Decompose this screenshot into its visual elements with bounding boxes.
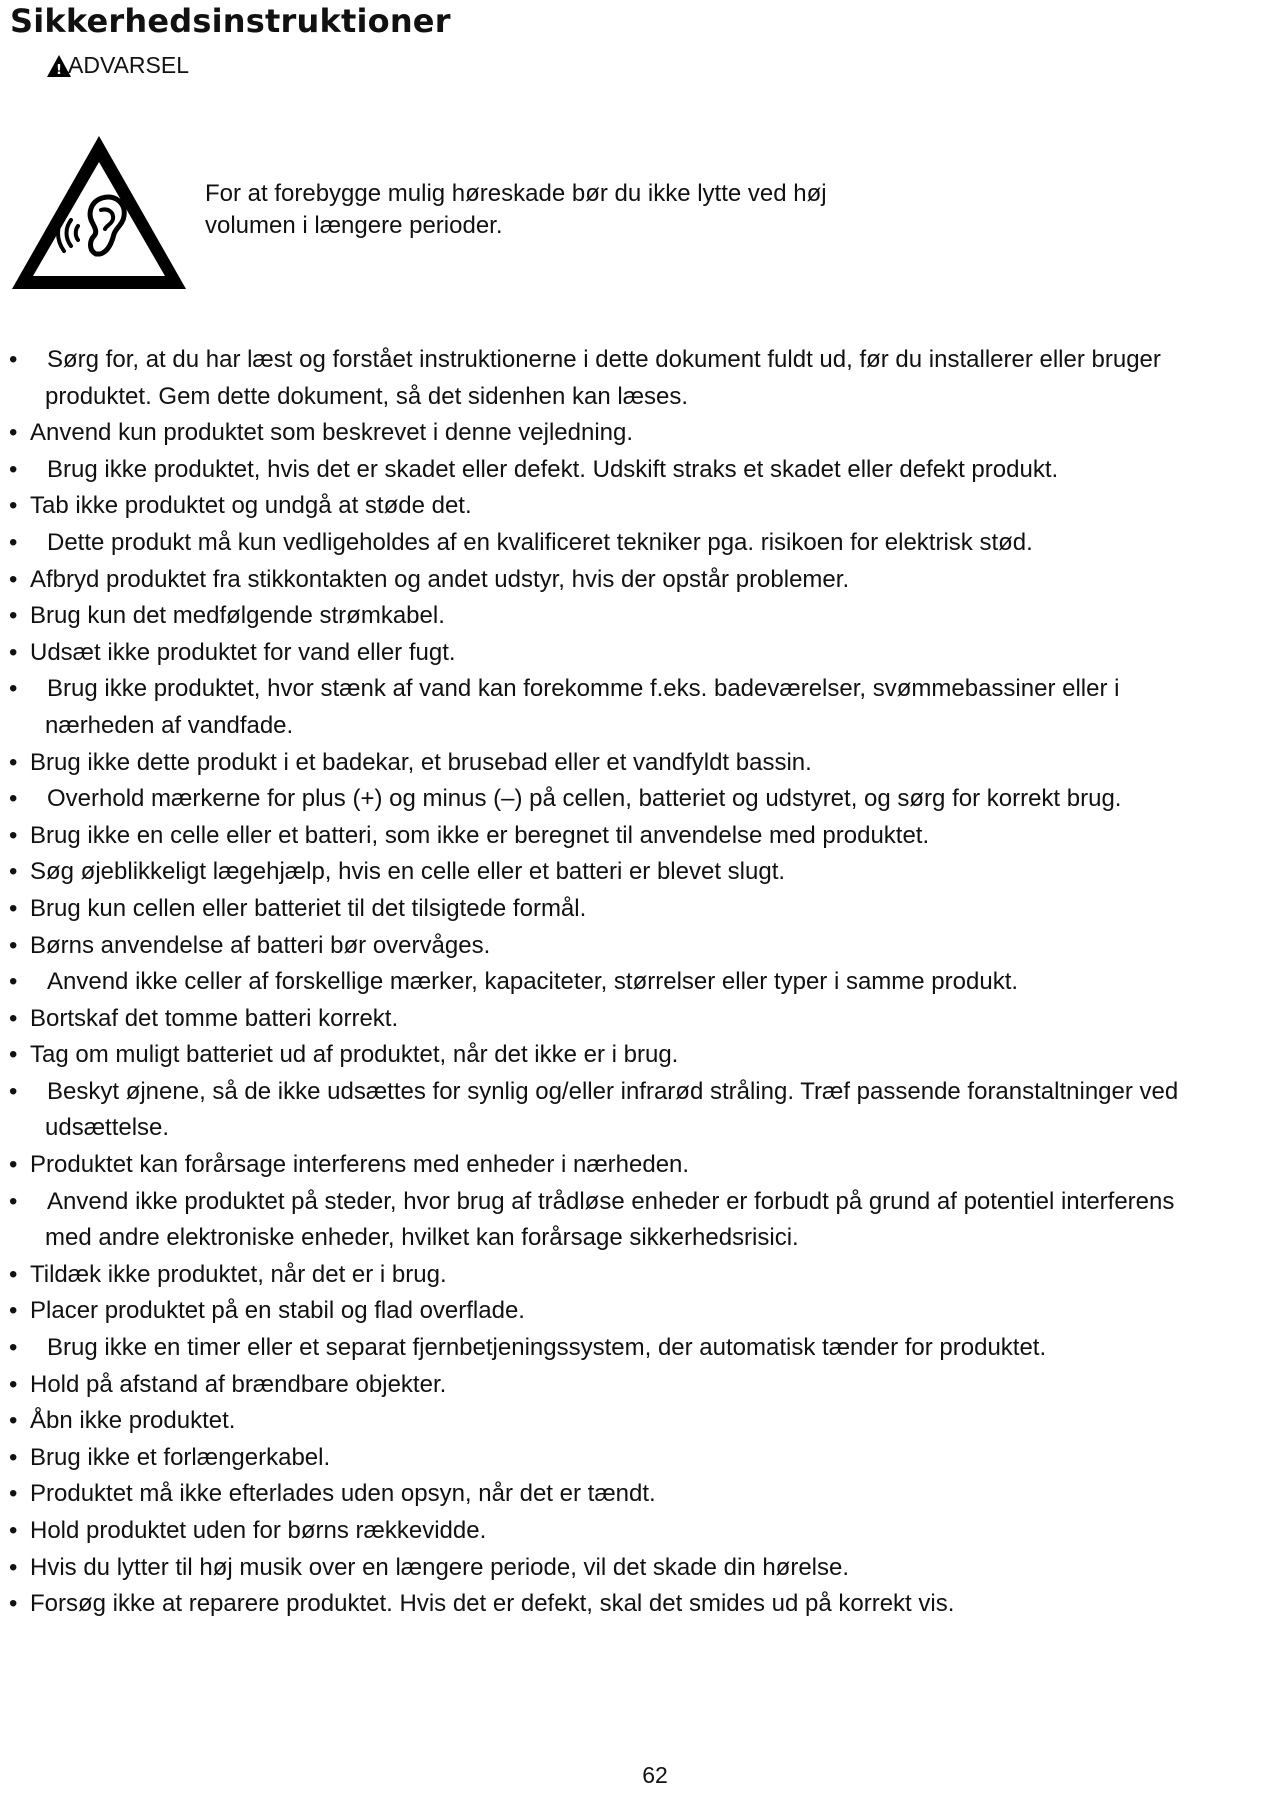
instruction-text: Børns anvendelse af batteri bør overvåges.	[30, 931, 491, 959]
instruction-text: Tab ikke produktet og undgå at støde det.	[30, 492, 472, 520]
hazard-notice	[205, 178, 925, 242]
instruction-text: Produktet må ikke efterlades uden opsyn, når det er tændt.	[30, 1480, 656, 1508]
instruction-text: Overhold mærkerne for plus (+) og minus (–) på cellen, batteriet og udstyret, og sørg for korrekt brug.	[47, 785, 1122, 813]
instruction-item	[0, 928, 1277, 965]
instruction-text-continued: udsættelse.	[45, 1114, 170, 1142]
instruction-text: Anvend ikke produktet på steder, hvor brug af trådløse enheder er forbudt på grund af potentiel interferens	[47, 1187, 1175, 1215]
instruction-text: Brug ikke en timer eller et separat fjernbetjeningssystem, der automatisk tænder for produktet.	[47, 1334, 1047, 1362]
instruction-item	[0, 342, 1277, 415]
instruction-text: Tildæk ikke produktet, når det er i brug.	[30, 1260, 447, 1288]
hazard-notice-line: volumen i længere perioder.	[205, 212, 503, 239]
instruction-item	[0, 1147, 1277, 1184]
instruction-item	[0, 854, 1277, 891]
warning-label	[46, 52, 189, 79]
instruction-item	[0, 745, 1277, 782]
svg-text:!: !	[56, 62, 62, 78]
instruction-text: Udsæt ikke produktet for vand eller fugt.	[30, 638, 456, 666]
instruction-text: Hvis du lytter til høj musik over en længere periode, vil det skade din hørelse.	[30, 1553, 850, 1581]
instruction-item	[0, 1476, 1277, 1513]
instruction-text: Tag om muligt batteriet ud af produktet, når det ikke er i brug.	[30, 1041, 679, 1069]
instruction-text: Anvend ikke celler af forskellige mærker, kapaciteter, størrelser eller typer i samme produkt.	[47, 968, 1019, 996]
instruction-text: Sørg for, at du har læst og forstået instruktionerne i dette dokument fuldt ud, før du installerer eller bruger	[47, 346, 1161, 373]
instruction-text: Brug ikke produktet, hvis det er skadet eller defekt. Udskift straks et skadet eller defekt produkt.	[47, 455, 1059, 483]
page-number: 62	[642, 1762, 668, 1788]
instruction-item	[0, 1440, 1277, 1477]
instruction-item	[0, 964, 1277, 1001]
instruction-text: Bortskaf det tomme batteri korrekt.	[30, 1004, 399, 1032]
instruction-item	[0, 635, 1277, 672]
hearing-hazard-icon	[8, 132, 190, 294]
instruction-text: Anvend kun produktet som beskrevet i denne vejledning.	[30, 419, 634, 447]
instruction-text: Hold produktet uden for børns rækkevidde.	[30, 1517, 487, 1544]
instruction-text: Søg øjeblikkeligt lægehjælp, hvis en celle eller et batteri er blevet slugt.	[30, 858, 786, 886]
instruction-text: Beskyt øjnene, så de ikke udsættes for synlig og/eller infrarød stråling. Træf passende foranstaltninger ved	[47, 1077, 1179, 1105]
instruction-text: Brug kun cellen eller batteriet til det tilsigtede formål.	[30, 894, 587, 922]
instruction-item	[0, 1001, 1277, 1038]
instruction-text: Produktet kan forårsage interferens med enheder i nærheden.	[30, 1151, 690, 1179]
instruction-text: Åbn ikke produktet.	[30, 1407, 236, 1435]
instruction-item	[0, 1184, 1277, 1257]
instruction-item	[0, 525, 1277, 562]
instruction-item	[0, 598, 1277, 635]
instruction-text: Hold på afstand af brændbare objekter.	[30, 1370, 447, 1398]
instruction-item	[0, 1074, 1277, 1147]
instruction-text: Afbryd produktet fra stikkontakten og andet udstyr, hvis der opstår problemer.	[30, 565, 850, 593]
instruction-item	[0, 671, 1277, 744]
instruction-text: Forsøg ikke at reparere produktet. Hvis det er defekt, skal det smides ud på korrekt vis.	[30, 1590, 955, 1618]
instruction-item	[0, 562, 1277, 599]
instruction-text: Brug ikke dette produkt i et badekar, et brusebad eller et vandfyldt bassin.	[30, 748, 812, 776]
hazard-notice-line: For at forebygge mulig høreskade bør du ikke lytte ved høj	[205, 180, 827, 207]
instruction-item	[0, 818, 1277, 855]
instruction-text-continued: produktet. Gem dette dokument, så det sidenhen kan læses.	[45, 382, 689, 410]
instruction-item	[0, 891, 1277, 928]
instruction-item	[0, 1330, 1277, 1367]
instruction-item	[0, 452, 1277, 489]
instruction-item	[0, 1367, 1277, 1404]
page-title: Sikkerhedsinstruktioner	[10, 2, 451, 40]
warning-triangle-icon	[46, 54, 72, 78]
instruction-text: Brug ikke produktet, hvor stænk af vand kan forekomme f.eks. badeværelser, svømmebassiner eller i	[47, 675, 1120, 703]
instruction-item	[0, 1293, 1277, 1330]
instruction-item	[0, 1037, 1277, 1074]
instruction-item	[0, 415, 1277, 452]
instruction-item	[0, 1550, 1277, 1587]
instruction-item	[0, 1513, 1277, 1550]
instruction-item	[0, 1257, 1277, 1294]
instruction-text: Brug kun det medfølgende strømkabel.	[30, 602, 445, 630]
instruction-text-continued: med andre elektroniske enheder, hvilket kan forårsage sikkerhedsrisici.	[45, 1224, 799, 1252]
instruction-text: Brug ikke et forlængerkabel.	[30, 1443, 331, 1471]
instruction-text: Dette produkt må kun vedligeholdes af en kvalificeret tekniker pga. risikoen for elektrisk stød.	[47, 528, 1033, 556]
warning-label-text: ADVARSEL	[68, 52, 190, 78]
instruction-text-continued: nærheden af vandfade.	[45, 711, 294, 739]
instruction-item	[0, 488, 1277, 525]
instruction-item	[0, 781, 1277, 818]
instruction-item	[0, 1403, 1277, 1440]
instruction-item	[0, 1586, 1277, 1623]
safety-instruction-list	[0, 342, 1277, 1623]
instruction-text: Placer produktet på en stabil og flad overflade.	[30, 1297, 525, 1325]
instruction-text: Brug ikke en celle eller et batteri, som ikke er beregnet til anvendelse med produktet.	[30, 821, 930, 849]
